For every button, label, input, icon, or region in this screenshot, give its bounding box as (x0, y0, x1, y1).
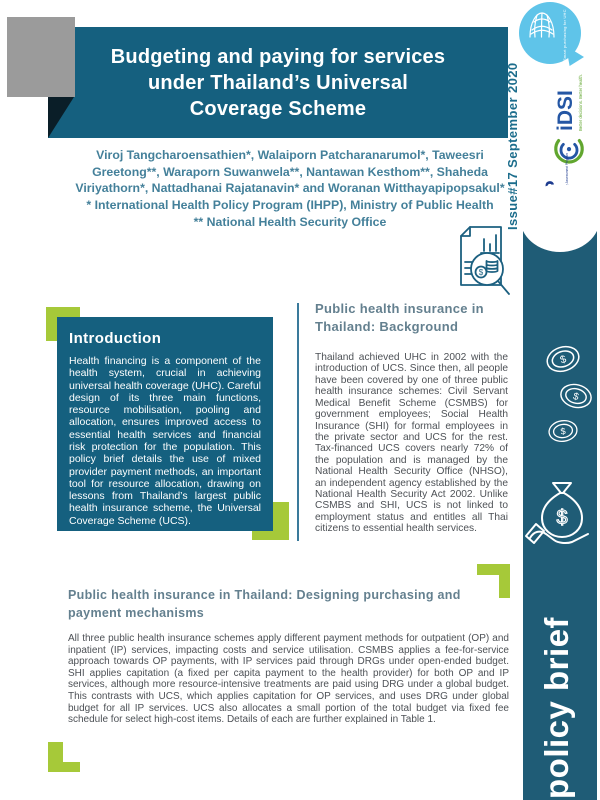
globe-grid-icon (527, 8, 557, 42)
background-body: Thailand achieved UHC in 2002 with the introduction of UCS. Since then, all people have been covered by one of three public health insurance schemes: Civil Servant Medical Benefit Scheme (CSMBS) for government employees; Social Health Insurance (SHI) for formal employees in the private sector and UCS for the rest. Tax-financed UCS covers nearly 72% of the population and is managed by the National Health Security Office (NHSO), an independent agency established by the National Health Security Act 2002. Unlike CSMBS and SHI, UCS is not linked to employment status and entitles all Thai citizens to essential health services. (315, 352, 508, 535)
page-title-line: Coverage Scheme (189, 97, 367, 120)
background-heading (315, 300, 484, 335)
policy-brief-page: Budgeting and paying for services under Thailand’s Universal Coverage Scheme Viroj Tangcharoensathien*, Walaiporn Patcharanarumol*, Taweesri Greetong**, Waraporn Suwanwela**, Nantawan Kesthom**, Shaheda Viriyathorn*, Nattadhanai Rajatanavin* and Woranan Witthayapipopsakul* * International Health Policy Program (IHPP), Ministry of Public Health ** National Health Security Office $ Smart purchasing for UHC Issue#17 September 2020 iDSI Better decisions. Better health. $ $ $ $ policy brief Introduction Health financing is a component of the health system, crucial in achieving universal health coverage (UHC). Careful design of its three main functions, resource mobilisation, pooling and allocation, ensures improved access to essential health services and financial risk protection for the population. This policy brief details the use of mixed provider payment methods, an important tool for resource allocation, drawing on lessons from Thailand’s largest public health insurance scheme, the Universal Coverage Scheme (UCS). Public health insurance in Thailand: Background Thailand achieved UHC in 2002 with the introduction of UCS. Since then, all people have been covered by one of three public health insurance schemes: Civil Servant Medical Benefit Scheme (CSMBS) for government employees; Social Health Insurance (SHI) for formal employees in the private sector and UCS for the rest. Tax-financed UCS covers nearly 72% of the population and is managed by the National Health Security Office (NHSO), an independent agency established by the National Health Security Act 2002. Unlike CSMBS and SHI, UCS is not linked to employment status and entitles all Thai citizens to essential health services. Public health insurance in Thailand: Designing purchasing and payment mechanisms All three public health insurance schemes apply different payment methods for outpatient (OP) and inpatient (IP) services, impacting costs and service utilisation. CSMBS applies a fee-for-service approach towards OP payments, with IP services paid through DRGs under open-ended budget. SHI applies capitation (a fixed per capita payment to the health provider) for both OP and IP services, although more resource-intensive treatments are paid using DRG under a global budget. This contrasts with UCS, which applies capitation for OP services, and uses DRG under global budget for all IP services. UCS also allocates a small portion of the total budget via fixed fee schedule for select high-cost items. Details of each are further explained in Table 1. (0, 0, 600, 800)
background-heading-line: Thailand: Background (315, 318, 459, 334)
coin-icon (544, 415, 582, 447)
design-heading-line: payment mechanisms (68, 606, 205, 621)
dollar-glyph: $ (478, 267, 484, 277)
gray-corner-tab (7, 17, 75, 97)
intro-heading: Introduction (69, 330, 162, 347)
background-heading-line: Public health insurance in (315, 301, 484, 316)
money-bag-hand-icon (524, 474, 596, 556)
column-divider (297, 303, 299, 541)
side-bar-curve (520, 184, 600, 252)
dollar-glyph: $ (556, 507, 568, 529)
affiliation-line: * International Health Policy Program (IHPP), Ministry of Public Health (86, 198, 494, 213)
idsi-tagline: Better decisions. Better health. (578, 73, 583, 131)
affiliation-line: ** National Health Security Office (193, 214, 387, 229)
title-banner (48, 27, 508, 138)
dollar-glyph: $ (558, 354, 568, 367)
author-line: Greetong**, Waraporn Suwanwela**, Nantawan Kesthom**, Shaheda (92, 164, 488, 179)
intro-box (57, 317, 273, 531)
doc-magnifier-icon (448, 224, 512, 302)
design-heading-line: Public health insurance in Thailand: Designing purchasing and (68, 588, 461, 602)
green-corner-l (48, 762, 80, 772)
design-body: All three public health insurance schemes apply different payment methods for outpatient (OP) and inpatient (IP) services, impacting costs and service utilisation. CSMBS applies a fee-for-service approach towards OP payments, with IP services paid through DRGs under open-ended budget. SHI applies capitation (a fixed per capita payment to the health provider) for both OP and IP services, although more resource-intensive treatments are paid using DRG under a global budget. This contrasts with UCS, which applies capitation for OP services, and uses DRG under global budget for all IP services. UCS also allocates a small portion of the total budget via fixed fee schedule for select high-cost items. Details of each are further explained in Table 1. (68, 633, 509, 726)
dollar-glyph: $ (559, 425, 567, 437)
author-line: Viroj Tangcharoensathien*, Walaiporn Patcharanarumol*, Taweesri (96, 148, 484, 162)
idsi-name: iDSI (554, 90, 577, 131)
design-heading (68, 586, 461, 622)
author-line: Viriyathorn*, Nattadhanai Rajatanavin* and Woranan Witthayapipopsakul* (75, 181, 505, 196)
authors-block (30, 147, 550, 231)
intro-body: Health financing is a component of the health system, crucial in achieving universal health coverage (UHC). Careful design of its three main functions, resource mobilisation, pooling and allocation, ensures improved access to essential health services and financial risk protection for the population. This policy brief details the use of mixed provider payment methods, an important tool for resource allocation, drawing on lessons from Thailand’s largest public health insurance scheme, the Universal Coverage Scheme (UCS). (69, 355, 261, 527)
green-corner-bracket (499, 564, 510, 598)
dollar-glyph: $ (571, 391, 580, 404)
page-title-line: Budgeting and paying for services (110, 45, 446, 68)
page-title-line: under Thailand’s Universal (147, 71, 409, 94)
